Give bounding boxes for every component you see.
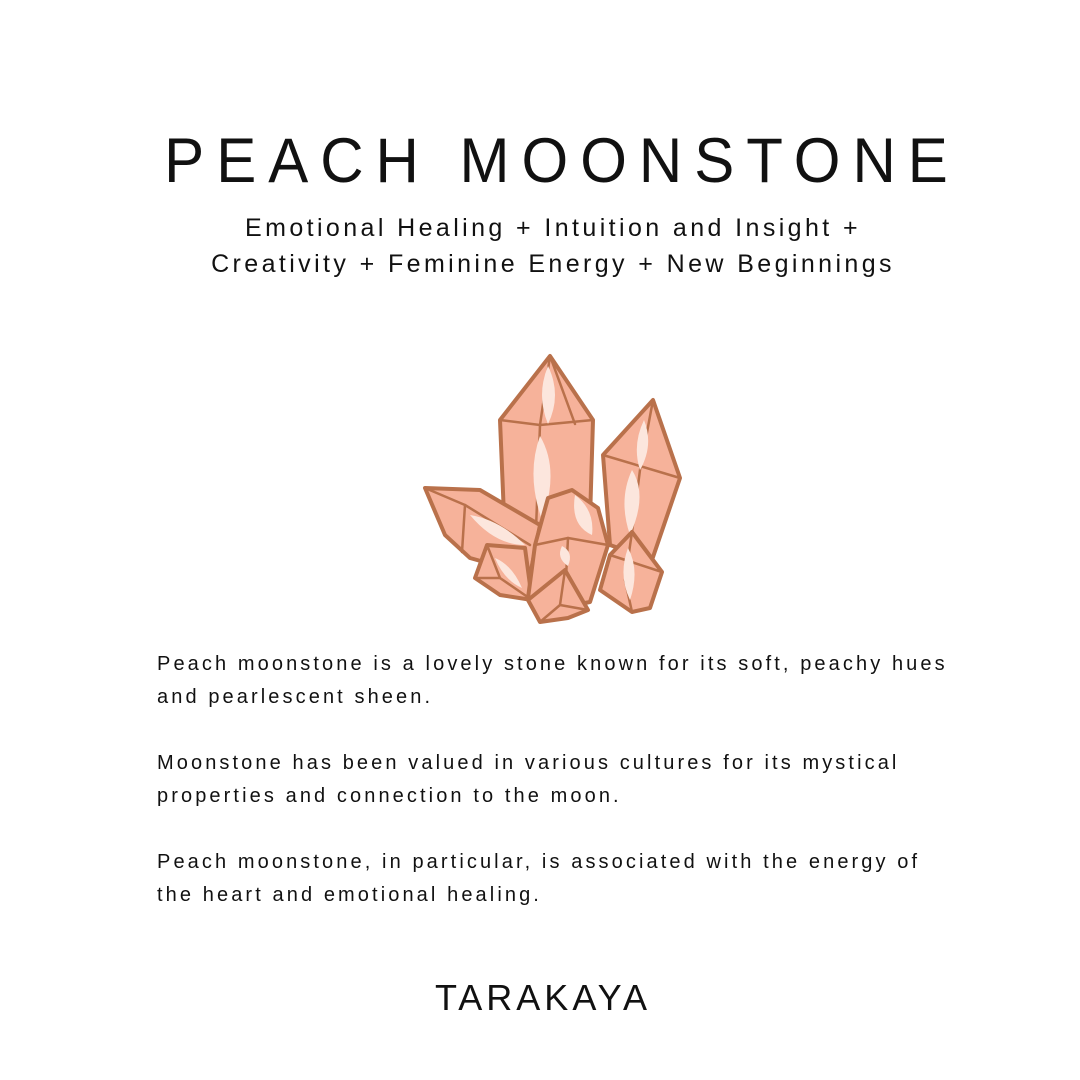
crystal-cluster-icon — [420, 350, 690, 630]
small-left-crystal — [475, 545, 532, 600]
paragraph-3: Peach moonstone, in particular, is associated with the energy of the heart and emotional healing. — [157, 851, 921, 906]
subtitle: Emotional Healing + Intuition and Insight + Creativity + Feminine Energy + New Beginnings — [211, 214, 895, 278]
right-crystal — [603, 400, 680, 560]
description — [157, 648, 957, 945]
page-title: PEACH MOONSTONE — [164, 125, 960, 196]
paragraph-1: Peach moonstone is a lovely stone known for its soft, peachy hues and pearlescent sheen. — [157, 653, 948, 708]
brand-name: TARAKAYA — [434, 977, 652, 1018]
paragraph-2: Moonstone has been valued in various cultures for its mystical properties and connection to the moon. — [157, 752, 900, 807]
